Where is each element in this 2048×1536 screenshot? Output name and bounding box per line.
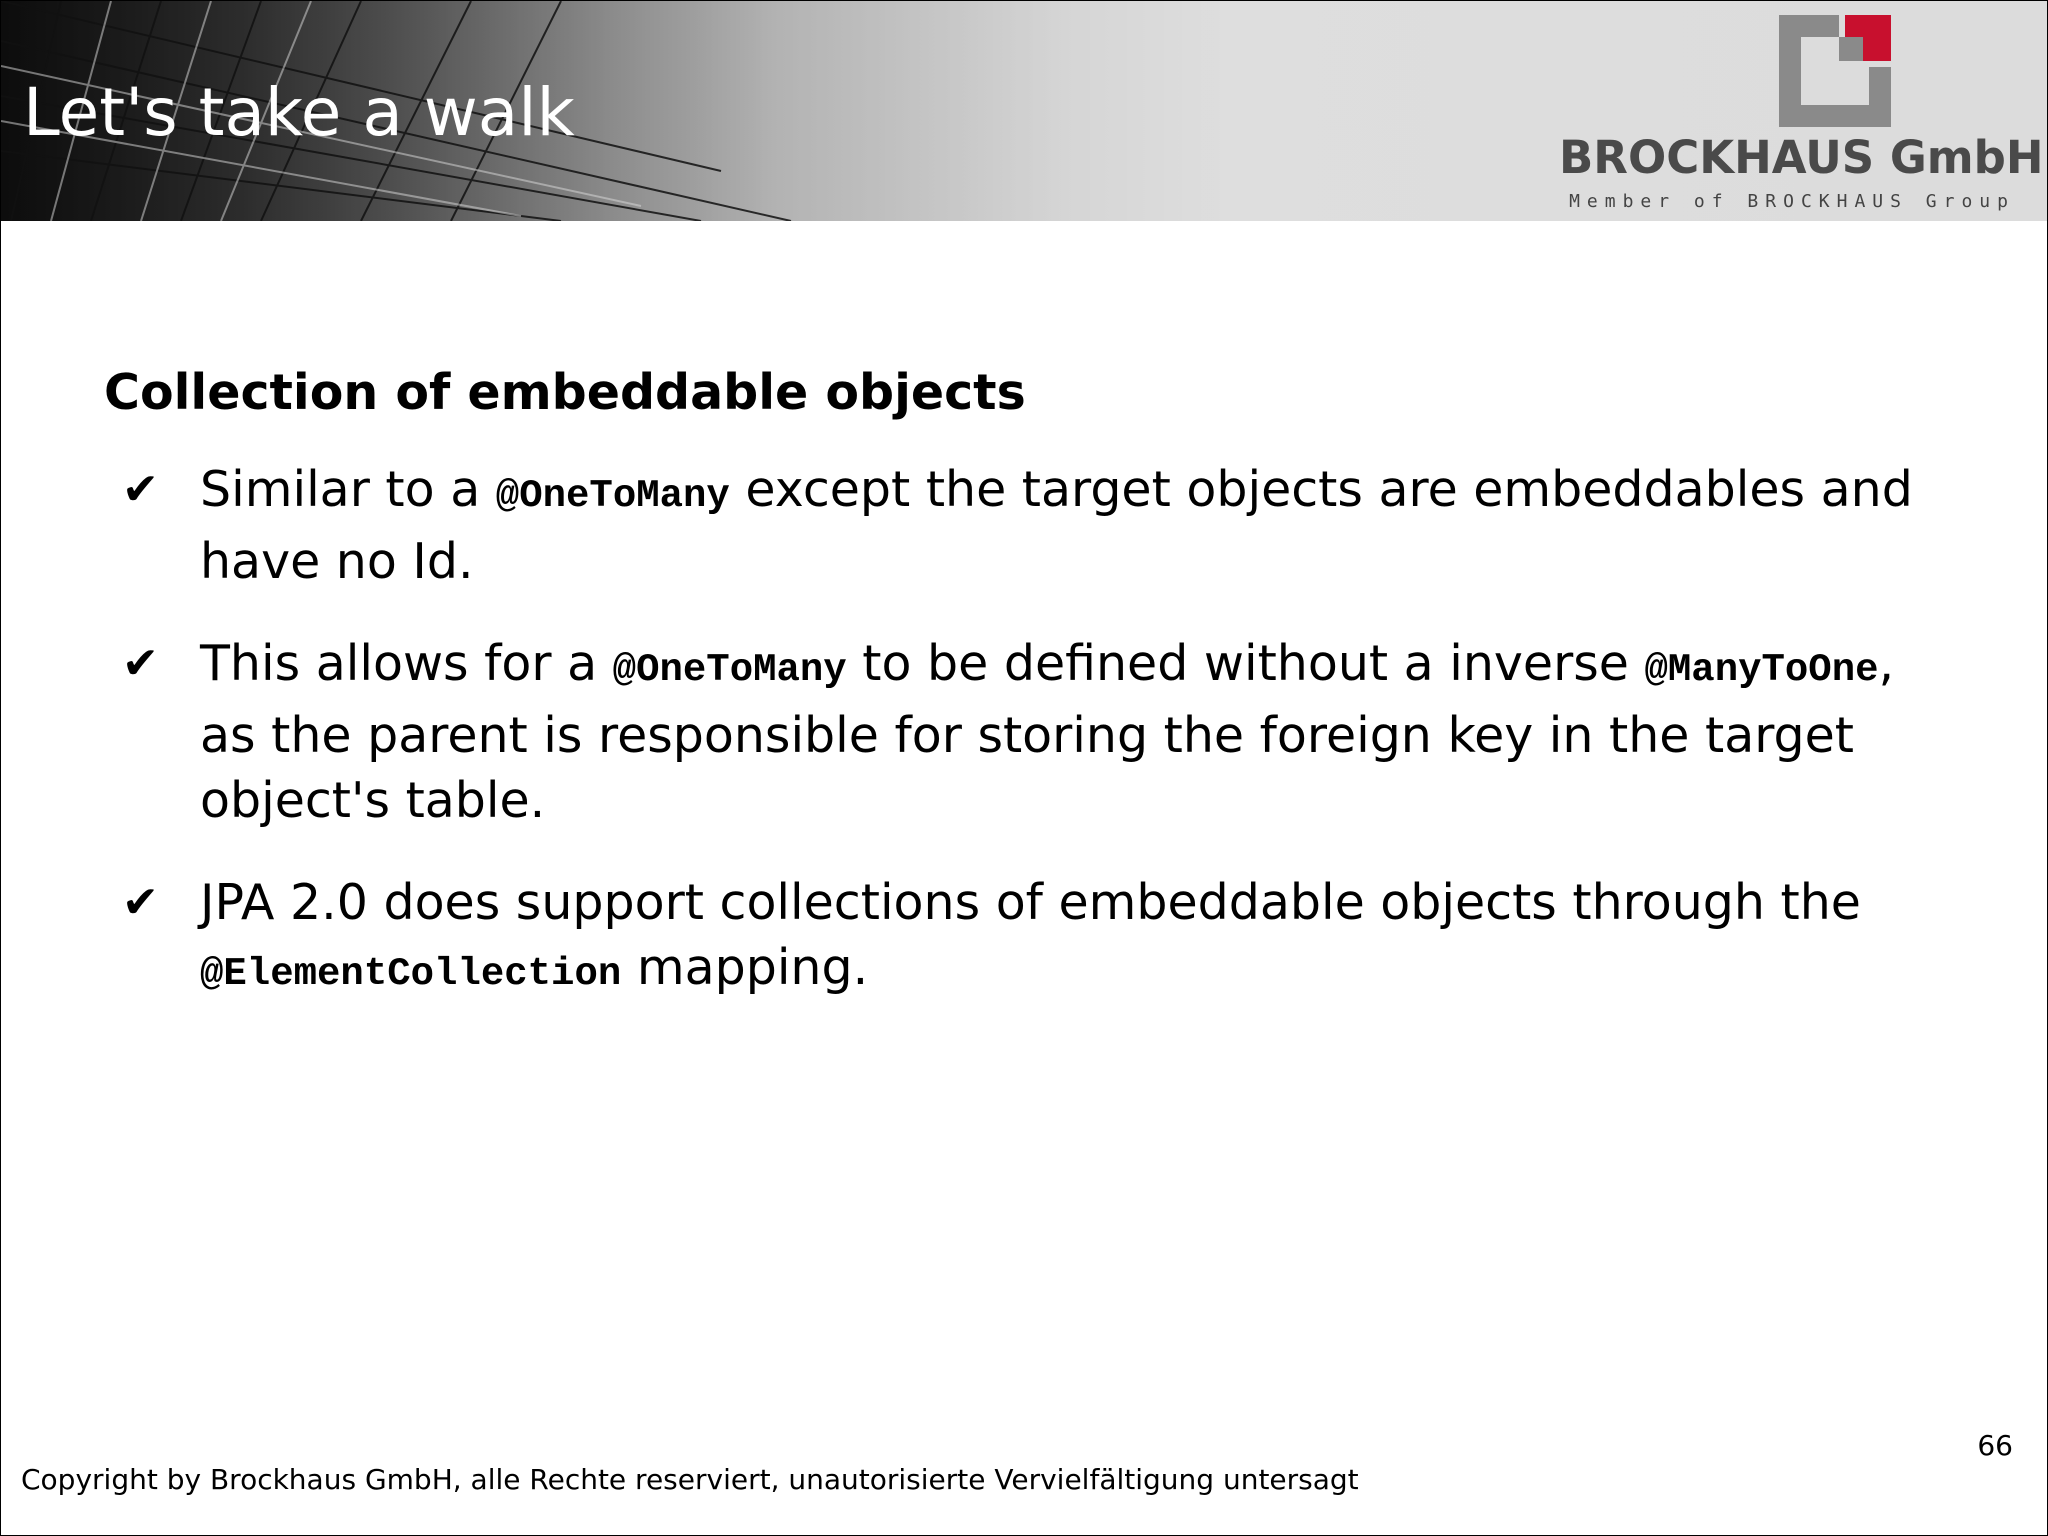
slide-content bbox=[104, 363, 1964, 1044]
check-icon: ✔ bbox=[122, 638, 159, 689]
code-annotation: @ManyToOne bbox=[1644, 648, 1879, 692]
copyright-footer: Copyright by Brockhaus GmbH, alle Rechte reserviert, unautorisierte Vervielfältigung untersagt bbox=[21, 1463, 1359, 1496]
bullet-text: This allows for a bbox=[200, 635, 613, 692]
header-banner bbox=[1, 1, 2047, 221]
bullet-text: JPA 2.0 does support collections of embeddable objects through the bbox=[200, 874, 1861, 931]
check-icon: ✔ bbox=[122, 464, 159, 515]
code-annotation: @OneToMany bbox=[612, 648, 847, 692]
slide-title: Let's take a walk bbox=[23, 74, 575, 151]
code-annotation: @ElementCollection bbox=[200, 952, 622, 996]
check-icon: ✔ bbox=[122, 877, 159, 928]
bullet-list bbox=[104, 457, 1964, 1007]
bullet-item bbox=[104, 457, 1924, 594]
brockhaus-logo bbox=[1559, 13, 2044, 213]
bullet-text: except the target objects are embeddables and have no Id. bbox=[200, 461, 1913, 590]
logo-company-name: BROCKHAUS GmbH bbox=[1559, 131, 2044, 184]
bullet-text: , as the parent is responsible for storing the foreign key in the target object's table. bbox=[200, 635, 1895, 829]
logo-mark-icon bbox=[1779, 15, 1891, 127]
bullet-text: mapping. bbox=[621, 939, 869, 996]
code-annotation: @OneToMany bbox=[495, 474, 730, 518]
bullet-item bbox=[104, 631, 1924, 833]
section-heading: Collection of embeddable objects bbox=[104, 364, 1026, 421]
bullet-text: to be defined without a inverse bbox=[846, 635, 1645, 692]
page-number: 66 bbox=[1977, 1429, 2013, 1462]
bullet-item bbox=[104, 870, 1924, 1007]
logo-tagline: Member of BROCKHAUS Group bbox=[1569, 191, 2015, 212]
bullet-text: Similar to a bbox=[200, 461, 496, 518]
